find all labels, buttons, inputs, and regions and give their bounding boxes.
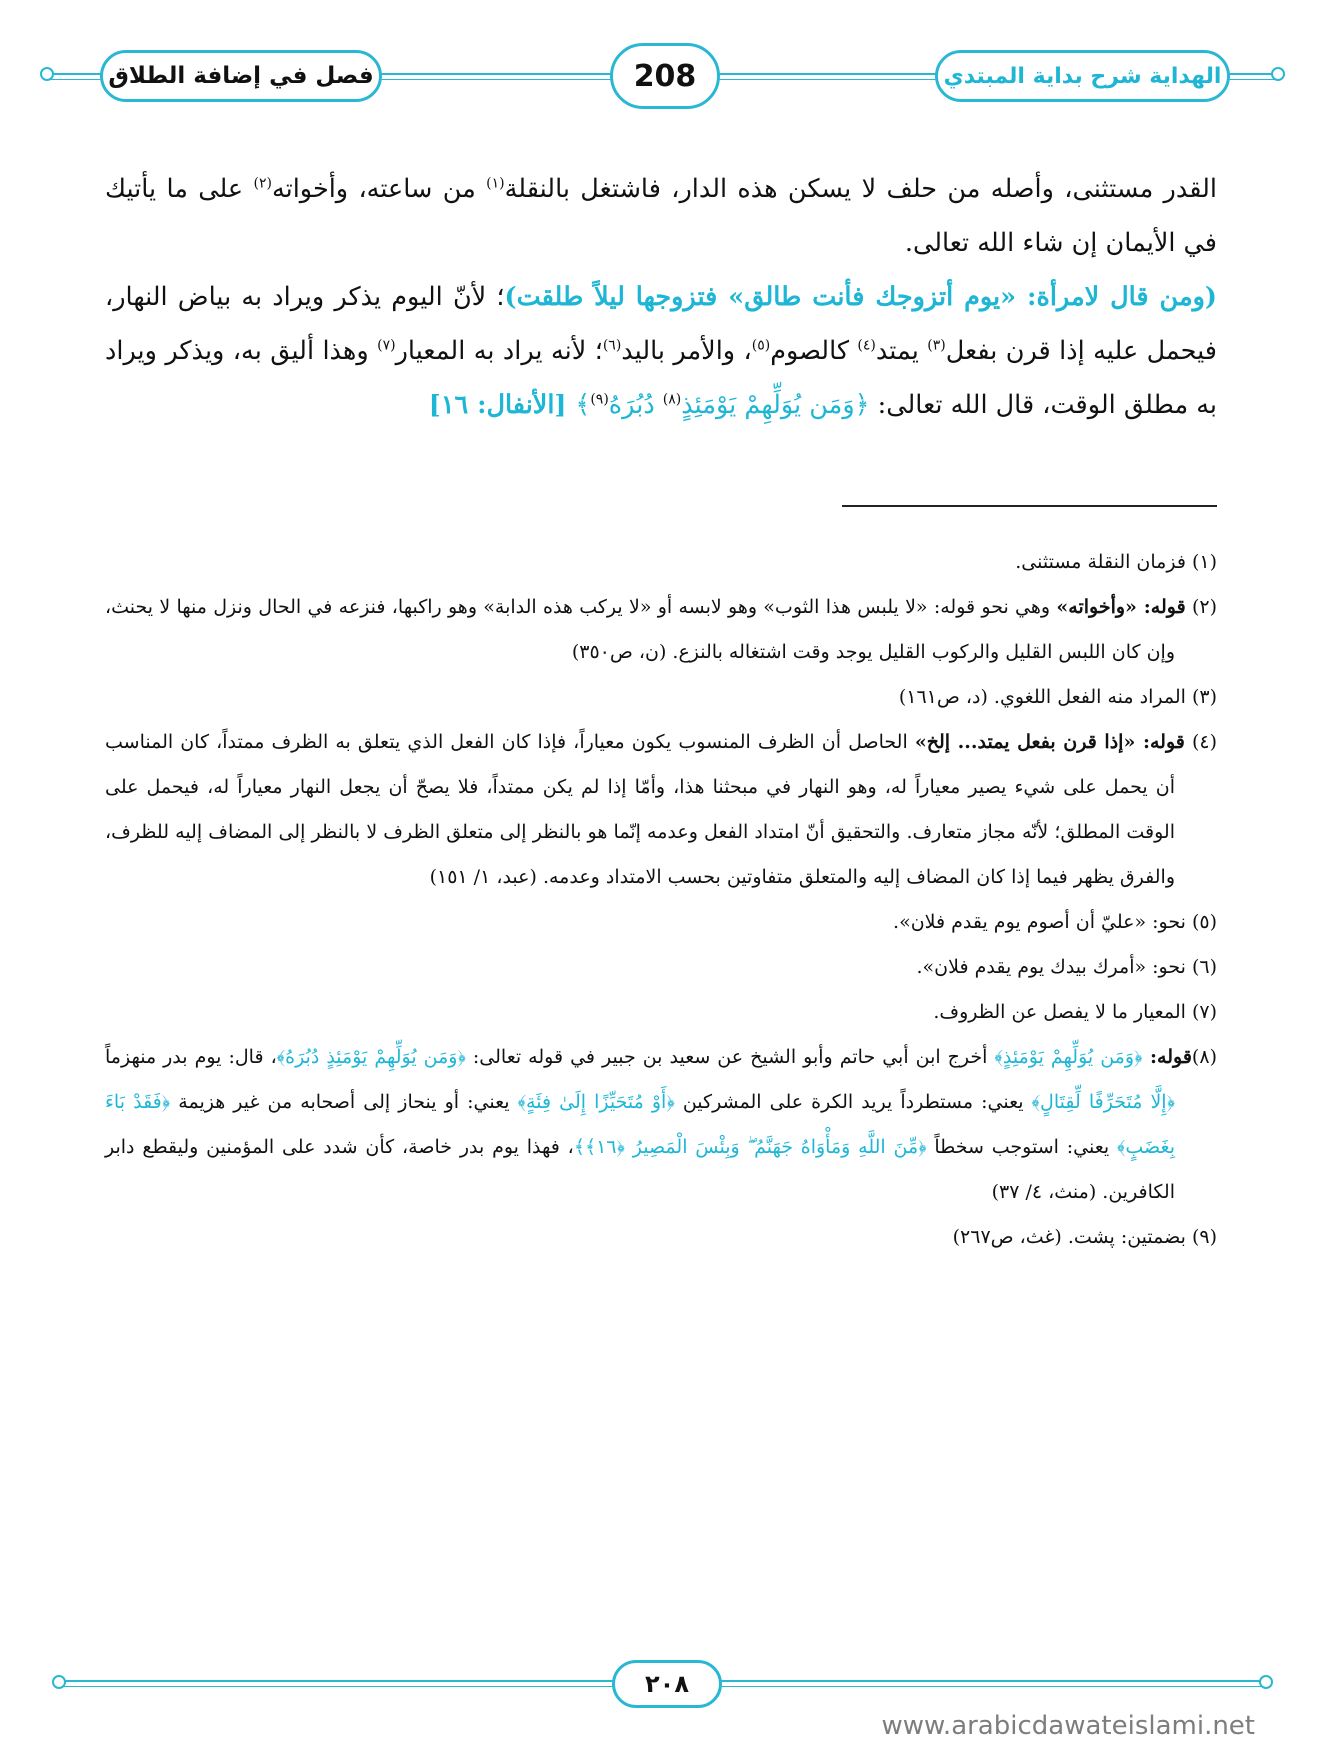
footnote-ref: (٩) (590, 391, 609, 408)
footnote-3: (٣) المراد منه الفعل اللغوي. (د، ص١٦١) (898, 686, 1217, 708)
section-title-frame (100, 50, 382, 102)
ornament-icon (1259, 1675, 1273, 1689)
footnote-ref: (٥) (751, 337, 771, 354)
footnote-text: يعني: أو ينحاز إلى أصحابه من غير هزيمة (170, 1091, 518, 1113)
quran-verse: ﴿أَوْ مُتَحَيِّزًا إِلَىٰ فِئَةٍ﴾ (517, 1091, 675, 1113)
footnote-ref: (١) (486, 175, 505, 192)
footnote-text: وهي نحو قوله: «لا يلبس هذا الثوب» وهو لابسه أو «لا يركب هذه الدابة» وهو راكبها، فنزعه في الحال ونزل منها لا يحنث، وإن كان اللبس القليل والركوب القليل يوجد وقت اشتغاله بالنزع. (ن، ص٣٥٠) (105, 596, 1175, 663)
paragraph-1 (105, 162, 1217, 270)
quran-verse: ﴾ (575, 390, 591, 420)
footnote-ref: (٣) (927, 337, 946, 354)
ornament-icon (52, 1675, 66, 1689)
footnote-1: (١) فزمان النقلة مستثنى. (1015, 551, 1217, 573)
matn-quote: (ومن قال لامرأة: «يوم أتزوجك فأنت طالق» فتزوجها ليلاً طلقت) (504, 282, 1217, 312)
text-run: يمتد (875, 336, 928, 366)
footnote-number: (٤) (1184, 731, 1218, 753)
footnote-text: يعني: استوجب سخطاً (926, 1136, 1117, 1158)
footnote-6: (٦) نحو: «أمرك بيدك يوم يقدم فلان». (916, 956, 1217, 978)
footnote-text: ، قال: يوم بدر منهزماً (105, 1046, 277, 1068)
footnote-separator (842, 505, 1217, 507)
quran-verse: ﴿وَمَن يُوَلِّهِمْ يَوْمَئِذٍ دُبُرَهُ﴾ (276, 1046, 466, 1068)
footnote-ref: (٨) (662, 391, 682, 408)
footnote-7: (٧) المعيار ما لا يفصل عن الظروف. (933, 1001, 1217, 1023)
quran-verse: ﴿فَقَدْ بَاءَ بِغَضَبٍ﴾ (105, 1091, 1175, 1158)
text-run: ، والأمر باليد (621, 336, 752, 366)
footnote-8 (105, 1035, 1217, 1215)
quran-verse: ﴿مِّنَ اللَّهِ وَمَأْوَاهُ جَهَنَّمُ ۖ وَبِئْسَ الْمَصِيرُ ﴿١٦﴾﴾ (573, 1136, 927, 1158)
verse-reference: [الأنفال: ١٦] (428, 390, 576, 420)
text-run: القدر مستثنى، وأصله من حلف لا يسكن هذه الدار، فاشتغل بالنقلة (504, 174, 1218, 204)
footer-page-number: ٢٠٨ (645, 1670, 689, 1698)
footnote-5: (٥) نحو: «عليّ أن أصوم يوم يقدم فلان». (893, 911, 1217, 933)
quran-verse: ﴿وَمَن يُوَلِّهِمْ يَوْمَئِذٍ (681, 390, 870, 420)
footnote-number: (٢) (1185, 596, 1218, 618)
paragraph-2 (105, 270, 1217, 432)
ornament-icon (40, 67, 54, 81)
footnote-text: أخرج ابن أبي حاتم وأبو الشيخ عن سعيد بن جبير في قوله تعالى: (465, 1046, 995, 1068)
text-run: من ساعته، وأخواته (271, 174, 487, 204)
ornament-icon (1271, 67, 1285, 81)
book-title-frame (935, 50, 1230, 102)
text-run: ؛ لأنه يراد به المعيار (395, 336, 603, 366)
text-run: ؛ لأنّ اليوم يذكر ويراد به بياض النهار، فيحمل عليه إذا قرن بفعل (105, 282, 1217, 366)
main-text (105, 162, 1217, 432)
footnote-ref: (٢) (253, 175, 272, 192)
quran-verse: دُبُرَهُ (608, 390, 663, 420)
footnote-text: يعني: مستطرداً يريد الكرة على المشركين (674, 1091, 1032, 1113)
footnote-number: (٨) (1191, 1046, 1217, 1068)
section-title: فصل في إضافة الطلاق (108, 63, 374, 89)
footnote-ref: (٧) (377, 337, 396, 354)
page-number: 208 (633, 58, 697, 94)
footnote-label: قوله: (1142, 1046, 1192, 1068)
footnote-label: قوله: «إذا قرن بفعل يمتد... إلخ» (914, 731, 1185, 753)
footnote-text: الحاصل أن الظرف المنسوب يكون معياراً، فإذا كان الفعل الذي يتعلق به الظرف ممتداً، كان المناسب أن يحمل على شيء يصير معياراً له، وهو النهار في مبحثنا هذا، وأمّا إذا لم يكن ممتداً، فلا يصحّ أن يجعل النهار معياراً له، فيحمل على الوقت المطلق؛ لأنّه مجاز متعارف. والتحقيق أنّ امتداد الفعل وعدمه إنّما هو بالنظر إلى متعلق الظرف لا بالنظر إلى المضاف إليه للظرف، والفرق يظهر فيما إذا كان المضاف إليه والمتعلق متفاوتين بحسب الامتداد وعدمه. (عبد، ١/ ١٥١) (105, 731, 1175, 888)
footnote-ref: (٤) (857, 337, 876, 354)
footnote-text: ، فهذا يوم بدر خاصة، كأن شدد على المؤمنين وليقطع دابر الكافرين. (منث، ٤/ ٣٧) (105, 1136, 1175, 1203)
quran-verse: ﴿إِلَّا مُتَحَرِّفًا لِّقِتَالٍ﴾ (1031, 1091, 1175, 1113)
footnotes (105, 540, 1217, 1260)
website-url: www.arabicdawateislami.net (881, 1711, 1255, 1741)
footnote-ref: (٦) (602, 337, 622, 354)
footnote-label: قوله: «وأخواته» (1056, 596, 1186, 618)
text-run: وهذا أليق به، ويذكر ويراد به مطلق الوقت، قال الله تعالى: (105, 336, 1217, 420)
page-number-frame (610, 43, 720, 109)
quran-verse: ﴿وَمَن يُوَلِّهِمْ يَوْمَئِذٍ﴾ (994, 1046, 1143, 1068)
footnote-4 (105, 720, 1217, 900)
footnote-9: (٩) بضمتين: پشت. (غث، ص٢٦٧) (952, 1226, 1217, 1248)
text-run: كالصوم (770, 336, 858, 366)
text-run: على ما يأتيك في الأيمان إن شاء الله تعالى. (105, 174, 1217, 258)
footnote-2 (105, 585, 1217, 675)
book-title: الهداية شرح بداية المبتدي (943, 63, 1222, 89)
footer-page-number-frame (612, 1660, 722, 1708)
